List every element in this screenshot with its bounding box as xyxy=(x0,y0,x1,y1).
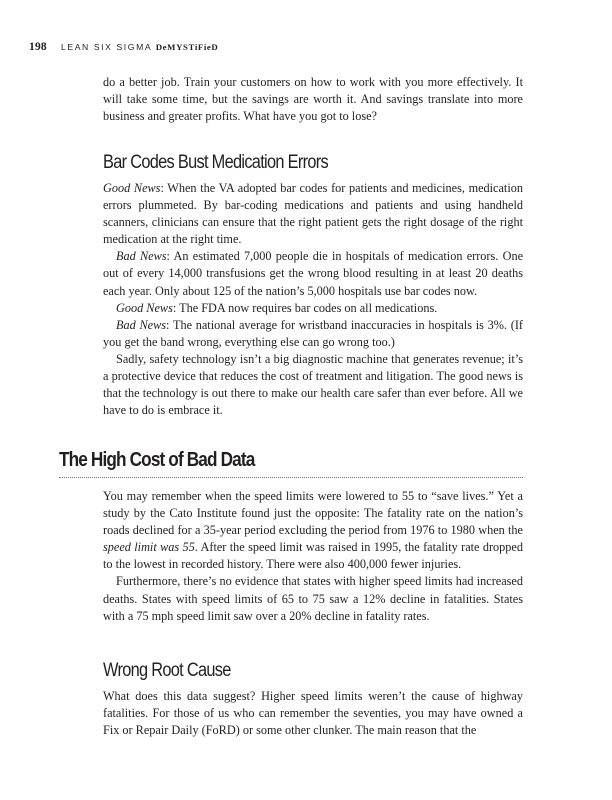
root-cause-block xyxy=(103,688,523,739)
paragraph-text: : An estimated 7,000 people die in hospitals of medication errors. One out of every 14,000 transfusions get the wrong blood resulting in at least 20 deaths each year. Only about 125 of the nation’s 5,000 hospitals use bar codes now. xyxy=(103,249,524,298)
intro-block xyxy=(103,74,523,125)
paragraph-speed-limits xyxy=(103,488,523,573)
section-heading-barcodes: Bar Codes Bust Medication Errors xyxy=(103,152,329,173)
section-heading-root-cause: Wrong Root Cause xyxy=(103,660,231,681)
paragraph-text: : The national average for wristband inaccuracies in hospitals is 3%. (If you get the band wrong, everything else can go wrong too.) xyxy=(103,317,523,349)
page-number: 198 xyxy=(29,41,47,53)
emphasis-speed-limit: speed limit was 55 xyxy=(103,540,195,555)
paragraph-sadly: Sadly, safety technology isn’t a big diagnostic machine that generates revenue; it’s a protective device that reduces the cost of treatment and litigation. The good news is that the technology is out there to make our health care safer than ever before. All we have to do is embrace it. xyxy=(103,351,523,418)
paragraph-good-news-1 xyxy=(103,180,523,248)
bad-data-block xyxy=(103,488,523,625)
paragraph-text: . After the speed limit was raised in 1995, the fatality rate dropped to the lowest in recorded history. There were also 400,000 fewer injuries. xyxy=(103,540,523,572)
lead-good-news: Good News xyxy=(116,300,173,315)
lead-bad-news: Bad News xyxy=(116,317,167,332)
barcodes-block xyxy=(103,180,523,419)
book-title-main: LEAN SIX SIGMA xyxy=(61,42,152,52)
paragraph-root-cause: What does this data suggest? Higher speed limits weren’t the cause of highway fatalities. For those of us who can remember the seventies, you may have owned a Fix or Repair Daily (FoRD) or some other clunker. The main reason that the xyxy=(103,689,523,738)
lead-bad-news: Bad News xyxy=(116,249,167,264)
paragraph-good-news-2 xyxy=(103,300,523,317)
paragraph-bad-news-2 xyxy=(103,317,523,351)
lead-good-news: Good News xyxy=(103,181,161,195)
paragraph-text: : When the VA adopted bar codes for patients and medicines, medication errors plummeted. By bar-coding medications and patients and using handheld scanners, clinicians can ensure that the right patient gets the right dosage of the right medication at the right time. xyxy=(103,181,523,247)
book-title xyxy=(61,42,218,52)
paragraph-furthermore: Furthermore, there’s no evidence that states with higher speed limits had increased deaths. States with speed limits of 65 to 75 saw a 12% decline in fatalities. States with a 75 mph speed limit saw over a 20% decline in fatality rates. xyxy=(103,574,523,623)
intro-paragraph: do a better job. Train your customers on how to work with you more effectively. It will take some time, but the savings are worth it. And savings translate into more business and greater profits. What have you got to lose? xyxy=(103,75,523,124)
book-title-suffix: DeMYSTiFieD xyxy=(155,42,219,52)
paragraph-bad-news-1 xyxy=(103,248,523,299)
section-heading-bad-data: The High Cost of Bad Data xyxy=(59,449,255,471)
dotted-divider xyxy=(59,477,523,478)
paragraph-text: You may remember when the speed limits were lowered to 55 to “save lives.” Yet a study by the Cato Institute found just the opposite: The fatality rate on the nation’s roads declined for a 35-year period excluding the period from 1976 to 1980 when the xyxy=(103,489,523,538)
paragraph-text: : The FDA now requires bar codes on all medications. xyxy=(172,300,438,315)
